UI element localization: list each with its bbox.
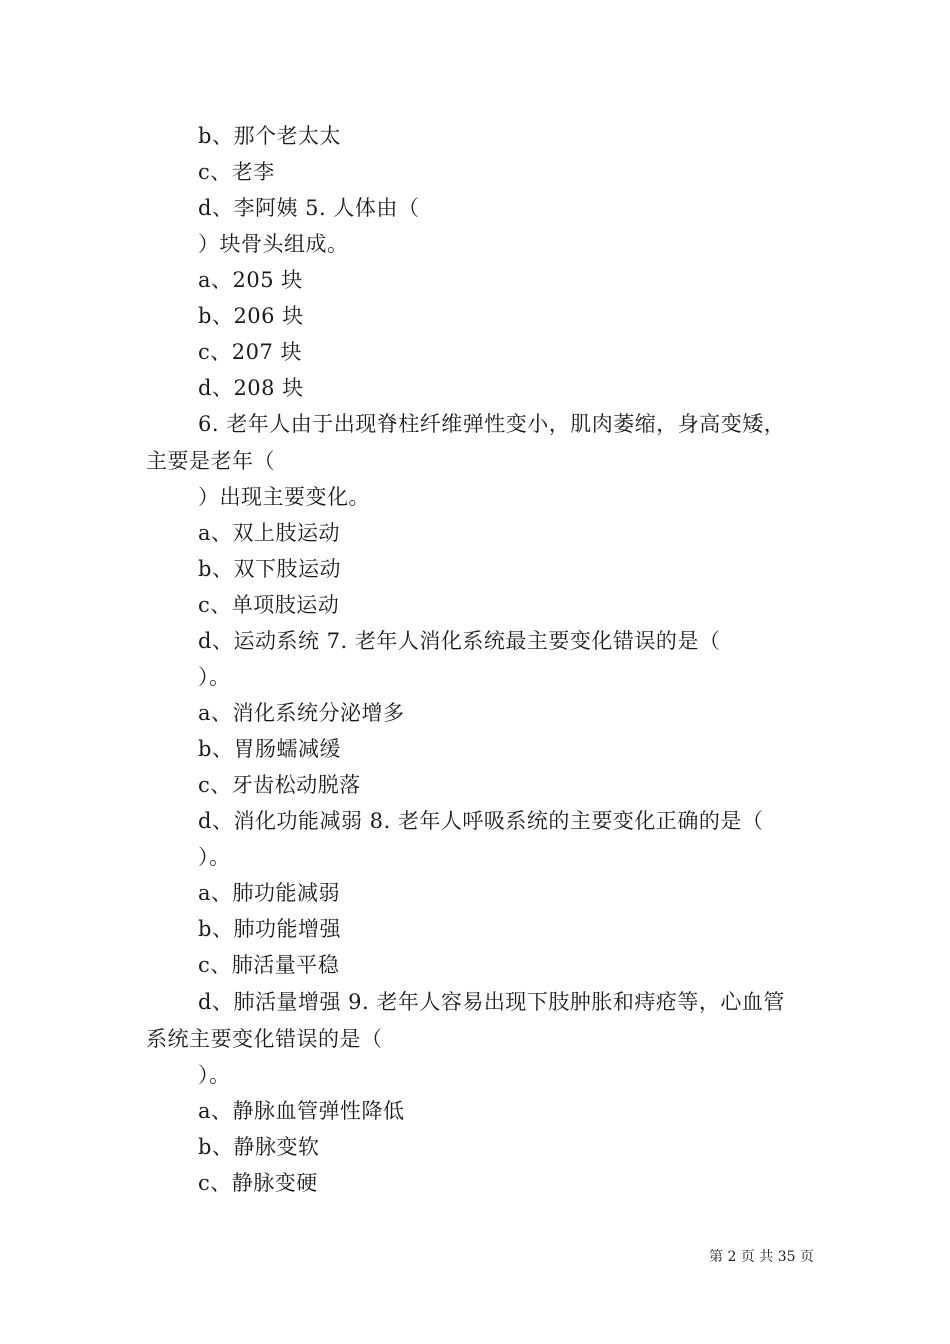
text-line: b、双下肢运动 xyxy=(198,557,341,581)
text-line: c、静脉变硬 xyxy=(198,1171,318,1195)
text-line: ）块骨头组成。 xyxy=(198,232,349,256)
text-line: a、205 块 xyxy=(198,268,303,292)
text-line: a、双上肢运动 xyxy=(198,521,341,545)
text-line: c、单项肢运动 xyxy=(198,593,340,617)
text-line: b、206 块 xyxy=(198,304,304,328)
text-line: c、肺活量平稳 xyxy=(198,953,340,977)
text-line: d、肺活量增强 9. 老年人容易出现下肢肿胀和痔疮等，心血管 xyxy=(198,990,785,1014)
text-line: d、消化功能减弱 8. 老年人呼吸系统的主要变化正确的是（ xyxy=(198,809,764,833)
text-line: c、207 块 xyxy=(198,340,303,364)
text-line: 系统主要变化错误的是（ xyxy=(146,1027,383,1051)
text-line: b、肺功能增强 xyxy=(198,917,341,941)
text-line: a、消化系统分泌增多 xyxy=(198,701,405,725)
text-line: ）出现主要变化。 xyxy=(198,485,370,509)
text-line: b、那个老太太 xyxy=(198,124,341,148)
text-line: b、静脉变软 xyxy=(198,1135,320,1159)
text-line: d、运动系统 7. 老年人消化系统最主要变化错误的是（ xyxy=(198,629,721,653)
text-line: c、牙齿松动脱落 xyxy=(198,773,361,797)
text-line: ）。 xyxy=(198,665,231,689)
text-line: d、李阿姨 5. 人体由（ xyxy=(198,196,420,220)
text-line: 主要是老年（ xyxy=(146,449,275,473)
text-line: ）。 xyxy=(198,1063,231,1087)
text-line: b、胃肠蠕减缓 xyxy=(198,737,341,761)
text-line: ）。 xyxy=(198,845,231,869)
text-line: d、208 块 xyxy=(198,376,304,400)
text-line: c、老李 xyxy=(198,160,275,184)
page-number-footer: 第 2 页 共 35 页 xyxy=(709,1249,814,1265)
text-line: a、静脉血管弹性降低 xyxy=(198,1099,405,1123)
text-line: 6. 老年人由于出现脊柱纤维弹性变小，肌肉萎缩，身高变矮， xyxy=(198,412,786,436)
text-line: a、肺功能减弱 xyxy=(198,881,341,905)
